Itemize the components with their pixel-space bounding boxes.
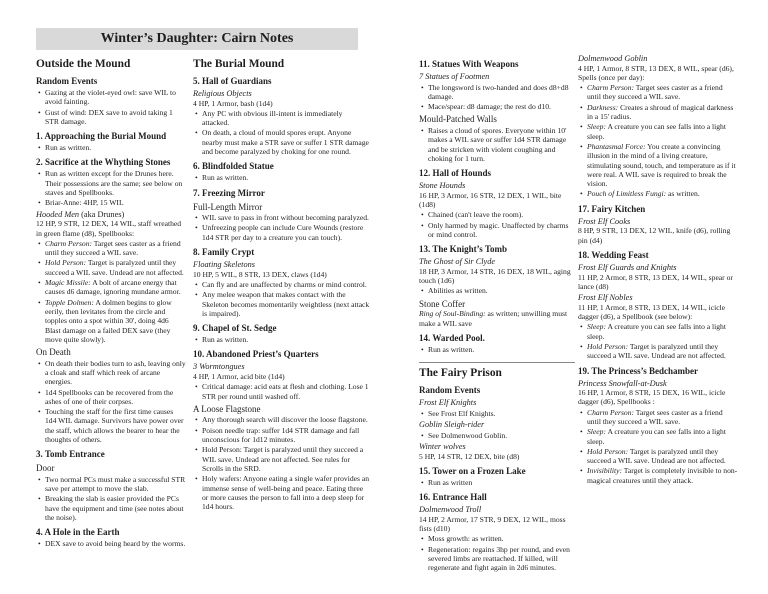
spell-text: Target is paralyzed until they succeed a WIL save. Undead are not affected.	[587, 446, 726, 466]
area-8-stats: 10 HP, 5 WIL, 8 STR, 13 DEX, claws (1d4)	[193, 269, 327, 279]
list-item: • Run as written	[428, 478, 575, 487]
spell-name: Sleep:	[587, 427, 606, 437]
list-item: • Moss growth: as written.	[428, 534, 575, 543]
door-list	[36, 475, 186, 522]
fairy-random-events-heading: Random Events	[419, 385, 481, 396]
spell-item	[45, 258, 186, 277]
nobles-spell-list	[578, 322, 738, 360]
spell-name: Darkness:	[587, 102, 619, 112]
list-item: • Mace/spear: d8 damage; the rest do d10.	[428, 102, 575, 111]
princess-spell-list	[578, 408, 738, 485]
spell-text: You create a convincing illusion in the mind of a living creature, stimulating sound, touch, and temperature as if it were real. A WIL save is required to break the vision.	[587, 141, 736, 189]
area-12-heading: 12. Hall of Hounds	[419, 168, 492, 179]
area-2-heading: 2. Sacrifice at the Whything Stones	[36, 157, 171, 168]
frost-elf-nobles: Frost Elf Nobles	[578, 293, 633, 303]
area-18-stats: 11 HP, 2 Armor, 8 STR, 13 DEX, 14 WIL, spear or lance (d8)	[578, 272, 733, 291]
area-10-stats: 4 HP, 1 Armor, acid bite (1d4)	[193, 372, 285, 382]
list-item: • Briar-Anne: 4HP, 15 WIL	[45, 198, 186, 207]
goblin-sleigh-rider: Goblin Sleigh-rider	[419, 420, 485, 430]
list-item: • Breaking the slab is easier provided the PCs have the equipment and time (see notes about the noise).	[45, 494, 186, 522]
spell-item	[587, 408, 738, 427]
spell-item	[45, 239, 186, 258]
area-8-heading: 8. Family Crypt	[193, 247, 255, 258]
list-item: • Unfreezing people can include Cure Wounds (restore 1d4 STR per day to a creature you can touch).	[202, 223, 371, 242]
spell-item	[45, 278, 186, 297]
spell-name: Sleep:	[587, 122, 606, 132]
list-item: • Abilities as written.	[428, 286, 575, 295]
list-item: • Run as written.	[428, 345, 575, 354]
list-item: • On death their bodies turn to ash, leaving only a cloak and staff which reek of arcane energies.	[45, 359, 186, 387]
spell-item	[587, 122, 738, 141]
fairy-prison-heading: The Fairy Prison	[419, 362, 575, 380]
spell-item	[587, 447, 738, 466]
area-4-list	[36, 539, 186, 548]
list-item: • Chained (can't leave the room).	[428, 210, 575, 219]
list-item: • Can fly and are unaffected by charms or mind control.	[202, 280, 371, 289]
column-four	[578, 54, 738, 486]
frost-elf-knights-list	[419, 409, 575, 418]
area-2-list	[36, 169, 186, 207]
area-12-creature: Stone Hounds	[419, 181, 466, 191]
section-heading: The Burial Mound	[193, 58, 285, 70]
list-item: • Any thorough search will discover the loose flagstone.	[202, 415, 371, 424]
area-7-heading: 7. Freezing Mirror	[193, 187, 265, 198]
area-13-stats: 18 HP, 3 Armor, 14 STR, 16 DEX, 18 WIL, aging touch (1d6)	[419, 266, 571, 286]
area-1-list	[36, 143, 186, 152]
area-15-heading: 15. Tower on a Frozen Lake	[419, 465, 526, 476]
spell-item	[587, 342, 738, 361]
frost-elf-knights: Frost Elf Knights	[419, 398, 477, 408]
spell-name: Topple Dolmen:	[45, 297, 94, 307]
spell-text: Target sees caster as a friend until they succeed a WIL save.	[45, 238, 181, 258]
list-item: • 1d4 Spellbooks can be recovered from the ashes of one of their corpses.	[45, 388, 186, 407]
spell-text: Target sees caster as a friend until they succeed a WIL save.	[587, 407, 723, 426]
area-19-creature: Princess Snowfall-at-Dusk	[578, 378, 667, 388]
area-5-stats: 4 HP, 1 Armor, bash (1d4)	[193, 98, 273, 108]
area-16-stats: 14 HP, 2 Armor, 17 STR, 9 DEX, 12 WIL, moss fists (d10)	[419, 514, 566, 533]
spell-text: Target is completely invisible to non-magical creatures until they attack.	[587, 466, 738, 485]
area-1-heading: 1. Approaching the Burial Mound	[36, 131, 167, 142]
area-8-list	[193, 280, 371, 318]
list-item: • Touching the staff for the first time causes 1d4 WIL damage. Survivors have power over the staff, which allows the bearer to hear the thoughts of others.	[45, 407, 186, 444]
section-heading: Outside the Mound	[36, 58, 131, 70]
area-10-creature: 3 Wormtongues	[193, 362, 245, 372]
winter-wolves-stats: 5 HP, 14 STR, 12 DEX, bite (d8)	[419, 451, 520, 461]
coffer-text: Ring of Soul-Binding: as written; unwilling must make a WIL save	[419, 309, 568, 328]
winter-wolves: Winter wolves	[419, 441, 466, 451]
list-item: • Only harmed by magic. Unaffected by charms or mind control.	[428, 221, 575, 240]
area-7-sub: Full-Length Mirror	[193, 201, 263, 212]
area-16-creature: Dolmenwood Troll	[419, 505, 482, 515]
spell-text: A creature you can see falls into a light sleep.	[587, 322, 726, 341]
list-item: • Any PC with obvious ill-intent is immediately attacked.	[202, 109, 371, 128]
page-title: Winter’s Daughter: Cairn Notes	[36, 28, 358, 50]
area-16-heading: 16. Entrance Hall	[419, 492, 487, 503]
flagstone-heading: A Loose Flagstone	[193, 403, 261, 414]
spell-name: Hold Person:	[587, 341, 629, 351]
list-item: • Regeneration: regains 3hp per round, and even severed limbs are reattached. If killed, will regenerate and fight again in 2d6 minutes.	[428, 545, 575, 573]
spell-text: A dolmen begins to glow eerily, then levitates from the circle and topples onto a spot within 30', doing 4d6 Blast damage on a failed DEX save (they move quite slowly).	[45, 297, 172, 344]
area-6-list	[193, 173, 371, 182]
area-5-creature: Religious Objects	[193, 89, 252, 98]
goblin-name: Dolmenwood Goblin	[578, 54, 648, 63]
area-18-creature: Frost Elf Guards and Knights	[578, 262, 677, 272]
list-item: • Critical damage: acid eats at flesh and clothing. Lose 1 STR per round until washed off.	[202, 382, 371, 401]
list-item: • The longsword is two-handed and does d8+d8 damage.	[428, 83, 575, 102]
area-18-heading: 18. Wedding Feast	[578, 249, 649, 260]
drunes-stats: 12 HP, 9 STR, 12 DEX, 14 WIL, staff wreathed in green flame (d8), Spellbooks:	[36, 219, 182, 238]
column-burial-mound	[193, 54, 371, 512]
area-3-heading: 3. Tomb Entrance	[36, 449, 105, 460]
goblin-spell-list	[578, 83, 738, 199]
area-12-stats: 16 HP, 3 Armor, 16 STR, 12 DEX, 1 WIL, bite (1d8)	[419, 190, 562, 210]
mould-list	[419, 126, 575, 163]
door-heading: Door	[36, 463, 55, 474]
spell-text: Target is paralyzed until they succeed a WIL save. Undead are not affected.	[587, 341, 726, 361]
spell-name: Phantasmal Force:	[587, 141, 646, 151]
list-item: • Run as written.	[45, 143, 186, 152]
area-10-list	[193, 382, 371, 401]
spell-item	[587, 142, 738, 188]
list-item: • Two normal PCs must make a successful STR save per attempt to move the slab.	[45, 475, 186, 494]
list-item: • Run as written except for the Drunes here. Their possessions are the same; see below on staves and Spellbooks.	[45, 169, 186, 197]
area-11-list	[419, 83, 575, 112]
drunes-spell-list	[36, 239, 186, 344]
list-item: • On death, a cloud of mould spores erupt. Anyone nearby must make a STR save or suffer 1 STR damage and become paralyzed by choking for one round.	[202, 128, 371, 156]
spell-name: Invisibility:	[587, 466, 623, 476]
list-item: • See Frost Elf Knights.	[428, 409, 575, 418]
list-item: • Run as written.	[202, 335, 371, 344]
goblin-stats: 4 HP, 1 Armor, 8 STR, 13 DEX, 8 WIL, spear (d6), Spells (once per day):	[578, 63, 734, 82]
list-item: • Run as written.	[202, 173, 371, 182]
frost-elf-nobles-stats: 11 HP, 1 Armor, 8 STR, 13 DEX, 14 WIL, icicle dagger (d6), a Spellbook (see below):	[578, 302, 726, 322]
spell-item	[587, 322, 738, 341]
spell-text: Creates a shroud of magical darkness in a 15' radius.	[587, 102, 734, 122]
area-9-heading: 9. Chapel of St. Sedge	[193, 323, 277, 334]
area-13-creature: The Ghost of Sir Clyde	[419, 257, 496, 267]
list-item: • DEX save to avoid being heard by the worms.	[45, 539, 186, 548]
random-events-list	[36, 88, 186, 126]
area-19-heading: 19. The Princess’s Bedchamber	[578, 365, 698, 376]
coffer-heading: Stone Coffer	[419, 298, 466, 309]
spell-name: Charm Person:	[45, 238, 93, 248]
spell-text: Target sees caster as a friend until they succeed a WIL save.	[587, 83, 723, 102]
list-item: • Holy wafers: Anyone eating a single wafer provides an immense sense of well-being and peace. Eating three or more causes the person to fall into a deep sleep for 1d4 hours.	[202, 474, 371, 511]
area-14-list	[419, 345, 575, 354]
area-13-list	[419, 286, 575, 295]
area-17-creature: Frost Elf Cooks	[578, 216, 631, 226]
spell-name: Charm Person:	[587, 407, 635, 417]
area-7-list	[193, 213, 371, 242]
area-12-list	[419, 210, 575, 239]
list-item: • See Dolmenwood Goblin.	[428, 431, 575, 440]
spell-name: Pouch of Limitless Fungi:	[587, 189, 667, 199]
spell-name: Magic Missile:	[45, 278, 91, 288]
area-10-heading: 10. Abandoned Priest’s Quarters	[193, 349, 319, 360]
spell-item	[45, 298, 186, 344]
spell-text: A creature you can see falls into a light sleep.	[587, 427, 726, 446]
area-5-list	[193, 109, 371, 156]
list-item: • Gazing at the violet-eyed owl: save WIL to avoid fainting.	[45, 88, 186, 107]
list-item: • Hold Person: Target is paralyzed until they succeed a WIL save. Undead are not affected. See rules for Scrolls in the SRD.	[202, 445, 371, 473]
spell-name: Hold Person:	[45, 258, 87, 268]
mould-heading: Mould-Patched Walls	[419, 114, 497, 125]
area-11-creature: 7 Statues of Footmen	[419, 72, 490, 81]
spell-text: A creature you can see falls into a light sleep.	[587, 122, 726, 141]
area-14-heading: 14. Warded Pool.	[419, 332, 485, 343]
list-item: • Any melee weapon that makes contact with the Skeleton becomes momentarily weightless (next attack is impaired).	[202, 290, 371, 318]
list-item: • Raises a cloud of spores. Everyone within 10' makes a WIL save or suffer 1d4 STR damage and be stricken with violent coughing and choking for 1 turn.	[428, 126, 575, 163]
spell-name: Charm Person:	[587, 83, 635, 93]
area-17-heading: 17. Fairy Kitchen	[578, 203, 646, 214]
column-outside-mound	[36, 54, 186, 550]
area-17-stats: 8 HP, 9 STR, 13 DEX, 12 WIL, knife (d6), rolling pin (d4)	[578, 226, 731, 245]
spell-text: as written.	[666, 189, 700, 199]
list-item: • Poison needle trap: suffer 1d4 STR damage and fall unconscious for 1d12 minutes.	[202, 426, 371, 445]
spell-item	[587, 189, 738, 198]
column-three	[419, 54, 575, 573]
flagstone-list	[193, 415, 371, 511]
area-4-heading: 4. A Hole in the Earth	[36, 527, 120, 538]
spell-item	[587, 103, 738, 122]
spell-text: Target is paralyzed until they succeed a WIL save. Undead are not affected.	[45, 258, 184, 277]
spell-item	[587, 427, 738, 446]
on-death-heading: On Death	[36, 347, 71, 358]
drunes-name: Hooded Men (aka Drunes)	[36, 209, 125, 219]
spell-name: Sleep:	[587, 322, 606, 332]
area-5-heading: 5. Hall of Guardians	[193, 76, 272, 86]
spell-item	[587, 466, 738, 485]
on-death-list	[36, 359, 186, 445]
spell-name: Hold Person:	[587, 446, 629, 456]
area-8-creature: Floating Skeletons	[193, 260, 255, 270]
list-item: • Gust of wind: DEX save to avoid taking 1 STR damage.	[45, 108, 186, 127]
goblin-sleigh-rider-list	[419, 431, 575, 440]
random-events-heading: Random Events	[36, 76, 98, 86]
area-6-heading: 6. Blindfolded Statue	[193, 161, 274, 172]
area-9-list	[193, 335, 371, 344]
spell-text: A bolt of arcane energy that causes d6 damage, ignoring mundane armor.	[45, 278, 181, 297]
area-11-heading: 11. Statues With Weapons	[419, 59, 519, 69]
list-item: • WIL save to pass in front without becoming paralyzed.	[202, 213, 371, 222]
area-15-list	[419, 478, 575, 487]
spell-item	[587, 83, 738, 102]
area-13-heading: 13. The Knight’s Tomb	[419, 244, 508, 255]
area-19-stats: 16 HP, 1 Armor, 8 STR, 15 DEX, 16 WIL, icicle dagger (d6), Spellbooks :	[578, 388, 726, 407]
area-16-list	[419, 534, 575, 572]
